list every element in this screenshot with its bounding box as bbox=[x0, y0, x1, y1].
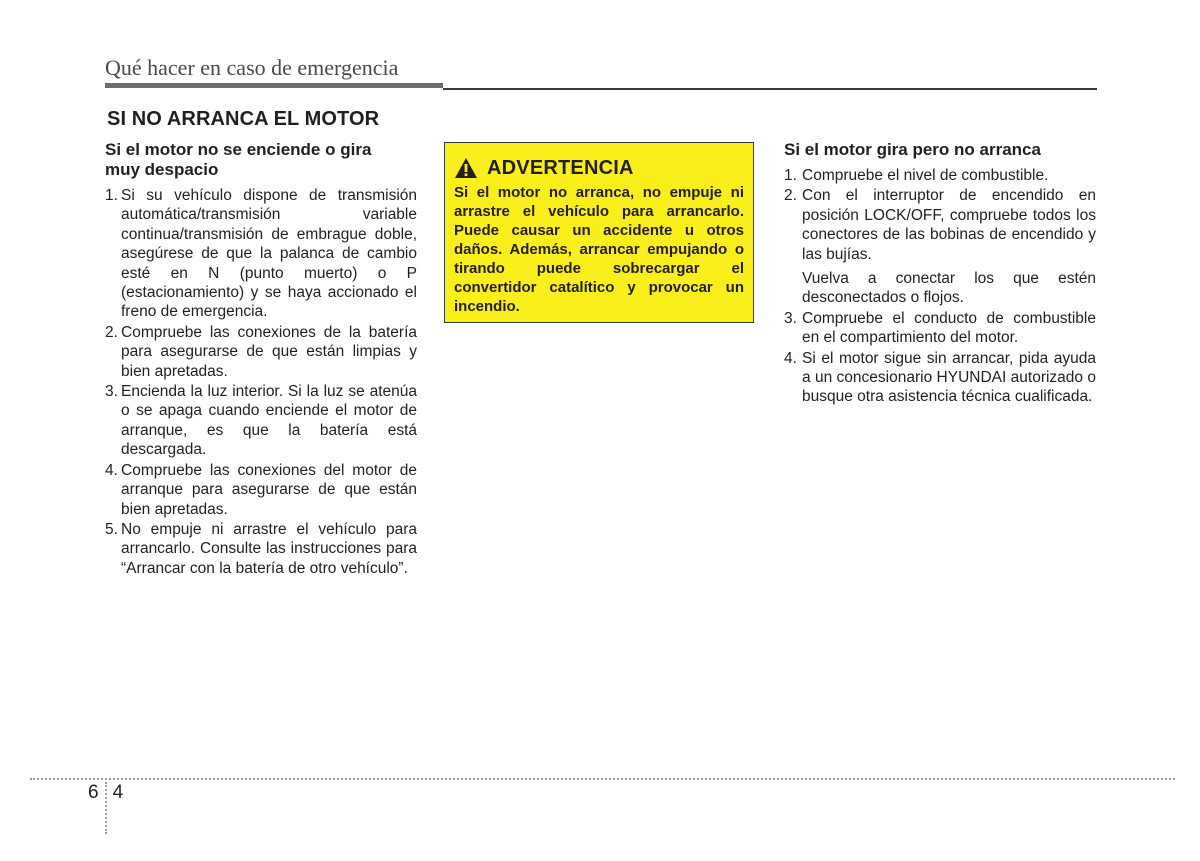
item-number: 4. bbox=[784, 349, 797, 367]
warning-triangle-icon bbox=[454, 157, 478, 179]
section-title: SI NO ARRANCA EL MOTOR bbox=[107, 108, 380, 130]
list-item bbox=[105, 382, 417, 460]
footer-rule bbox=[30, 778, 1175, 780]
left-subheading: Si el motor no se enciende o gira muy despacio bbox=[105, 140, 372, 179]
list-item bbox=[784, 166, 1096, 185]
item-text: Si el motor sigue sin arrancar, pida ayuda a un concesionario HYUNDAI autorizado o busque otra asistencia técnica cualificada. bbox=[802, 349, 1096, 406]
item-number: 1. bbox=[105, 187, 118, 204]
list-item bbox=[105, 186, 417, 322]
item-text: Encienda la luz interior. Si la luz se atenúa o se apaga cuando enciende el motor de arranque, es que la batería está descargada. bbox=[121, 383, 417, 459]
item-number: 2. bbox=[105, 323, 118, 341]
left-column bbox=[105, 140, 417, 579]
right-column bbox=[784, 140, 1096, 408]
item-number: 3. bbox=[105, 383, 118, 401]
list-item bbox=[784, 349, 1096, 407]
chapter-number: 6 bbox=[88, 782, 99, 803]
left-steps-list bbox=[105, 186, 417, 578]
item-text-continued: Vuelva a conectar los que estén desconectados o flojos. bbox=[802, 270, 1096, 307]
list-item bbox=[784, 309, 1096, 348]
page-number-divider bbox=[105, 782, 107, 834]
right-subheading: Si el motor gira pero no arranca bbox=[784, 140, 1041, 159]
header-rule-thin bbox=[443, 88, 1097, 90]
item-text: Con el interruptor de encendido en posición LOCK/OFF, compruebe todos los conectores de las bobinas de encendido y las bujías. bbox=[802, 187, 1096, 263]
item-number: 1. bbox=[784, 167, 797, 184]
item-text: Compruebe el conducto de combustible en el compartimiento del motor. bbox=[802, 309, 1096, 347]
page-number-value: 4 bbox=[112, 782, 124, 803]
item-text: No empuje ni arrastre el vehículo para arrancarlo. Consulte las instrucciones para “Arrancar con la batería de otro vehículo”. bbox=[121, 520, 417, 577]
item-number: 4. bbox=[105, 461, 118, 479]
warning-text: Si el motor no arranca, no empuje ni arrastre el vehículo para arrancarlo. Puede causar un accidente u otros daños. Además, arrancar empujando o tirando puede sobrecargar el convertidor catalítico y provocar un incendio. bbox=[454, 184, 744, 315]
list-item bbox=[105, 520, 417, 578]
list-item bbox=[105, 461, 417, 519]
list-item bbox=[784, 186, 1096, 307]
header-rule-thick bbox=[105, 83, 443, 88]
warning-box bbox=[444, 142, 754, 323]
item-text: Compruebe el nivel de combustible. bbox=[802, 167, 1049, 184]
item-text: Compruebe las conexiones del motor de arranque para asegurarse de que están bien apretadas. bbox=[121, 461, 417, 518]
list-item bbox=[105, 323, 417, 381]
item-number: 5. bbox=[105, 520, 118, 538]
item-number: 2. bbox=[784, 187, 797, 205]
right-steps-list bbox=[784, 166, 1096, 407]
item-text: Si su vehículo dispone de transmisión automática/transmisión variable continua/transmisión de embrague doble, asegúrese de que la palanca de cambio esté en N (punto muerto) o P (estacionamiento) y se haya accionado el freno de emergencia. bbox=[121, 187, 417, 321]
item-number: 3. bbox=[784, 309, 797, 327]
warning-header bbox=[454, 155, 744, 181]
page-number bbox=[88, 782, 123, 834]
chapter-title: Qué hacer en caso de emergencia bbox=[105, 55, 399, 80]
warning-title: ADVERTENCIA bbox=[487, 156, 634, 179]
item-text: Compruebe las conexiones de la batería para asegurarse de que están limpias y bien apretadas. bbox=[121, 323, 417, 380]
